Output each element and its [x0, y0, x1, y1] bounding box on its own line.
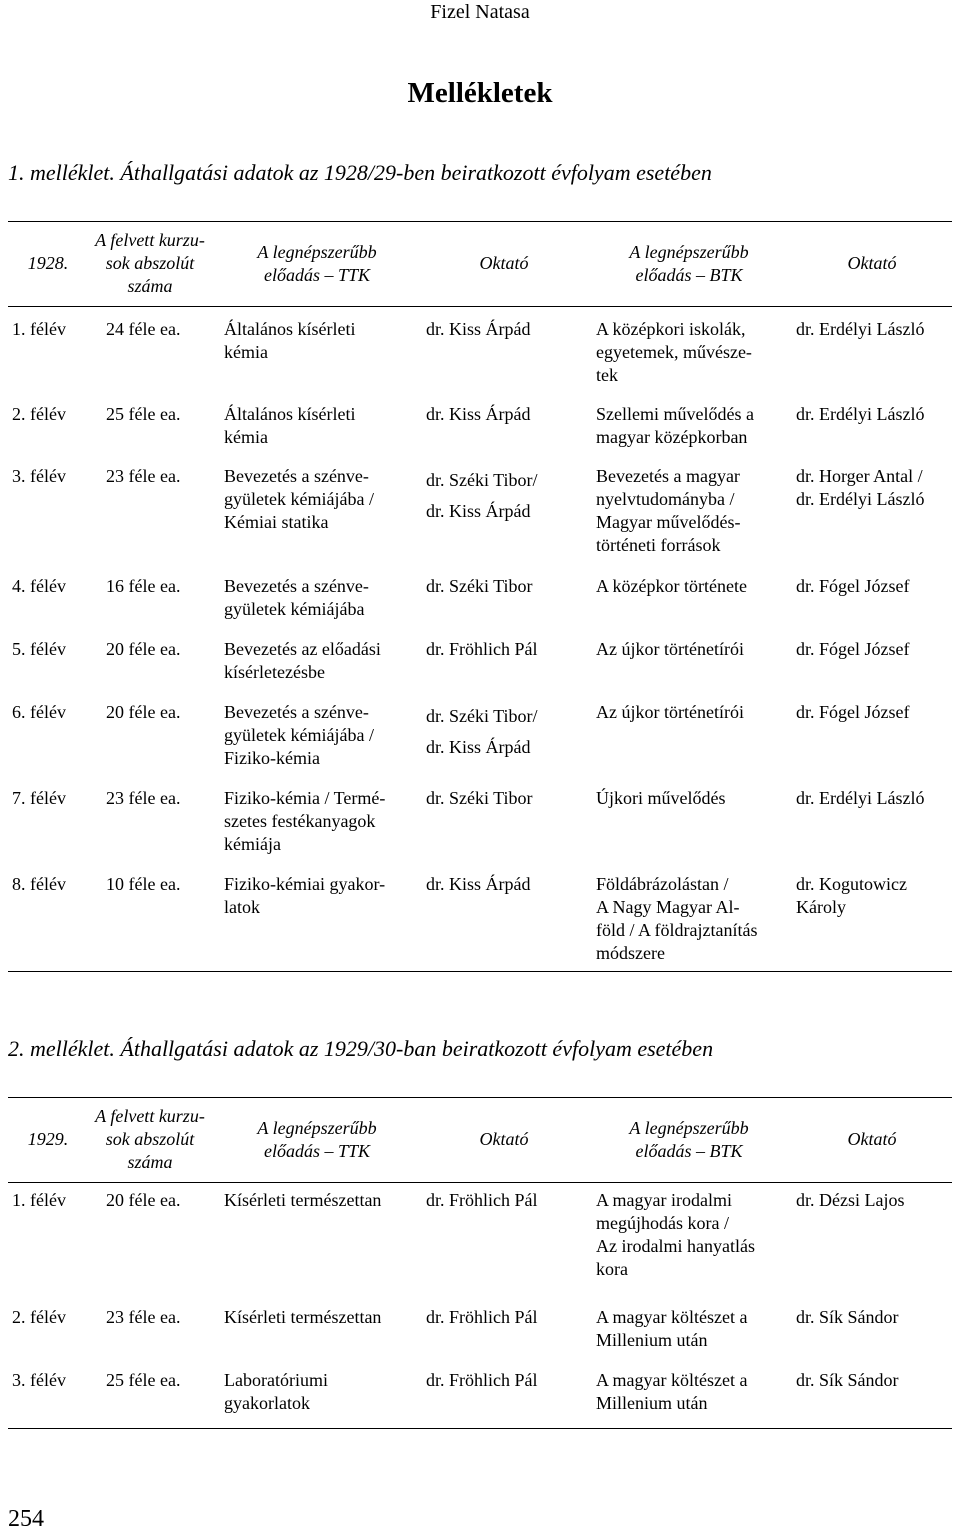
table2-top-rule: [8, 1097, 952, 1098]
table2-header-btk-instructor: Oktató: [847, 1129, 897, 1149]
table1-row-7-btk-lecture: Újkori művelődés: [596, 788, 726, 808]
table1-row-6-semester: 6. félév: [12, 702, 66, 722]
table2-header-btk-lecture: A legnépszerűbb előadás – BTK: [629, 1118, 749, 1161]
table2-row-3-btk-instructor: dr. Sík Sándor: [796, 1370, 899, 1390]
table1-header-ttk-instructor: Oktató: [479, 253, 529, 273]
table2-row-1-btk-lecture: A magyar irodalmi megújhodás kora / Az irodalmi hanyatlás kora: [596, 1190, 755, 1279]
table1-row-2-course-count: 25 féle ea.: [106, 404, 181, 424]
table1-header-course-count: A felvett kurzu- sok abszolút száma: [95, 230, 205, 296]
table1-row-2-btk-lecture: Szellemi művelődés a magyar középkorban: [596, 404, 754, 447]
running-header-author: Fizel Natasa: [430, 1, 530, 23]
table1-header-ttk-lecture: A legnépszerűbb előadás – TTK: [257, 242, 377, 285]
table1-row-6-btk-instructor: dr. Fógel József: [796, 702, 910, 722]
table1-row-7-ttk-instructor: dr. Széki Tibor: [426, 788, 533, 808]
table1-row-2-ttk-instructor: dr. Kiss Árpád: [426, 404, 531, 424]
table1-row-7-course-count: 23 féle ea.: [106, 788, 181, 808]
table2-row-2-btk-lecture: A magyar költészet a Millenium után: [596, 1307, 748, 1350]
table2-caption: 2. melléklet. Áthallgatási adatok az 1929/30-ban beiratkozott évfolyam esetében: [8, 1036, 714, 1061]
table1-top-rule: [8, 221, 952, 222]
table1-row-5-ttk-instructor: dr. Fröhlich Pál: [426, 639, 538, 659]
table2-row-3-ttk-instructor: dr. Fröhlich Pál: [426, 1370, 538, 1390]
table2-row-3-ttk-lecture: Laboratóriumi gyakorlatok: [224, 1370, 328, 1413]
table1-row-4-ttk-lecture: Bevezetés a szénve- gyületek kémiájába: [224, 576, 369, 619]
table1-row-1-semester: 1. félév: [12, 319, 66, 339]
table2-header-rule: [8, 1182, 952, 1183]
table1-row-8-btk-instructor: dr. Kogutowicz Károly: [796, 874, 907, 917]
table1-row-3-semester: 3. félév: [12, 466, 66, 486]
table1-row-3-course-count: 23 féle ea.: [106, 466, 181, 486]
table2-row-2-ttk-lecture: Kísérleti természettan: [224, 1307, 382, 1327]
table1-row-2-btk-instructor: dr. Erdélyi László: [796, 404, 925, 424]
table1-row-3-ttk-lecture: Bevezetés a szénve- gyületek kémiájába / Kémiai statika: [224, 466, 374, 532]
table1-caption: 1. melléklet. Áthallgatási adatok az 1928/29-ben beiratkozott évfolyam esetében: [8, 160, 712, 185]
table1-row-8-course-count: 10 féle ea.: [106, 874, 181, 894]
table2-row-2-semester: 2. félév: [12, 1307, 66, 1327]
table2-row-3-semester: 3. félév: [12, 1370, 66, 1390]
table2-row-1-ttk-instructor: dr. Fröhlich Pál: [426, 1190, 538, 1210]
table2-row-1-ttk-lecture: Kísérleti természettan: [224, 1190, 382, 1210]
table1-row-6-ttk-lecture: Bevezetés a szénve- gyületek kémiájába / Fiziko-kémia: [224, 702, 374, 768]
table1-row-3-btk-lecture: Bevezetés a magyar nyelvtudományba / Magyar művelődés- történeti források: [596, 466, 741, 555]
table1-row-6-btk-lecture: Az újkor történetírói: [596, 702, 744, 722]
page-title: Mellékletek: [407, 77, 553, 109]
table1-header-btk-lecture: A legnépszerűbb előadás – BTK: [629, 242, 749, 285]
table1-row-6-course-count: 20 féle ea.: [106, 702, 181, 722]
table2-row-3-btk-lecture: A magyar költészet a Millenium után: [596, 1370, 748, 1413]
page-number: 254: [8, 1506, 44, 1532]
table1-bottom-rule: [8, 971, 952, 972]
table1-row-1-course-count: 24 féle ea.: [106, 319, 181, 339]
table2-row-1-semester: 1. félév: [12, 1190, 66, 1210]
table1-row-8-btk-lecture: Földábrázolástan / A Nagy Magyar Al- föld / A földrajztanítás módszere: [596, 874, 758, 963]
table2-bottom-rule: [8, 1428, 952, 1429]
table2-row-1-btk-instructor: dr. Dézsi Lajos: [796, 1190, 905, 1210]
table1-header-semester: 1928.: [27, 253, 69, 273]
table1-row-5-ttk-lecture: Bevezetés az előadási kísérletezésbe: [224, 639, 381, 682]
table2-header-course-count: A felvett kurzu- sok abszolút száma: [95, 1106, 205, 1172]
table1-row-4-btk-instructor: dr. Fógel József: [796, 576, 910, 596]
table1-row-2-semester: 2. félév: [12, 404, 66, 424]
table2-header-semester: 1929.: [27, 1129, 69, 1149]
table1-row-1-ttk-instructor: dr. Kiss Árpád: [426, 319, 531, 339]
table1-row-6-ttk-instructor: dr. Széki Tibor/ dr. Kiss Árpád: [426, 706, 538, 757]
table1-row-5-semester: 5. félév: [12, 639, 66, 659]
table1-row-3-ttk-instructor: dr. Széki Tibor/ dr. Kiss Árpád: [426, 470, 538, 521]
table1-row-1-btk-lecture: A középkori iskolák, egyetemek, művésze- tek: [596, 319, 752, 385]
table1-header-rule: [8, 306, 952, 307]
table2-row-2-ttk-instructor: dr. Fröhlich Pál: [426, 1307, 538, 1327]
table1-row-4-btk-lecture: A középkor története: [596, 576, 747, 596]
table1-row-2-ttk-lecture: Általános kísérleti kémia: [224, 404, 356, 447]
table1-header-btk-instructor: Oktató: [847, 253, 897, 273]
table2-row-3-course-count: 25 féle ea.: [106, 1370, 181, 1390]
table1-row-4-semester: 4. félév: [12, 576, 66, 596]
table1-row-4-course-count: 16 féle ea.: [106, 576, 181, 596]
table2-row-2-course-count: 23 féle ea.: [106, 1307, 181, 1327]
table1-row-5-course-count: 20 féle ea.: [106, 639, 181, 659]
table1-row-8-ttk-instructor: dr. Kiss Árpád: [426, 874, 531, 894]
table1-row-8-ttk-lecture: Fiziko-kémiai gyakor- latok: [224, 874, 386, 917]
table2-header-ttk-lecture: A legnépszerűbb előadás – TTK: [257, 1118, 377, 1161]
table1-row-1-ttk-lecture: Általános kísérleti kémia: [224, 319, 356, 362]
table2-row-1-course-count: 20 féle ea.: [106, 1190, 181, 1210]
table1-row-8-semester: 8. félév: [12, 874, 66, 894]
table1-row-7-ttk-lecture: Fiziko-kémia / Termé- szetes festékanyagok kémiája: [224, 788, 386, 854]
table2-header-ttk-instructor: Oktató: [479, 1129, 529, 1149]
table1-row-5-btk-lecture: Az újkor történetírói: [596, 639, 744, 659]
table1-row-4-ttk-instructor: dr. Széki Tibor: [426, 576, 533, 596]
table1-row-5-btk-instructor: dr. Fógel József: [796, 639, 910, 659]
table1-row-7-btk-instructor: dr. Erdélyi László: [796, 788, 925, 808]
table2-row-2-btk-instructor: dr. Sík Sándor: [796, 1307, 899, 1327]
table1-row-3-btk-instructor: dr. Horger Antal / dr. Erdélyi László: [796, 466, 925, 509]
table1-row-7-semester: 7. félév: [12, 788, 66, 808]
table1-row-1-btk-instructor: dr. Erdélyi László: [796, 319, 925, 339]
